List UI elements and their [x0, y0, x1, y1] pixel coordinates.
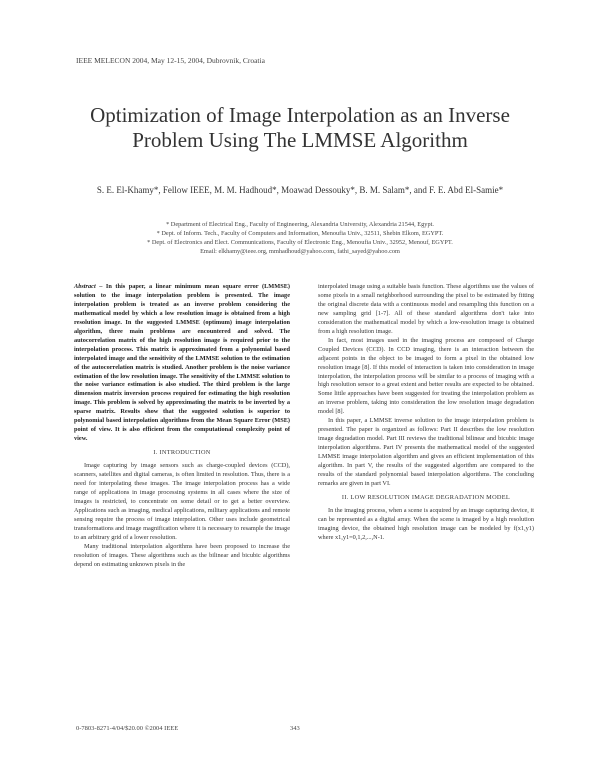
section-heading-degradation-model: II. LOW RESOLUTION IMAGE DEGRADATION MODEL	[341, 493, 511, 501]
intro-paragraph-2: Many traditional interpolation algorithms have been proposed to increase the resolution of images. These algorithms such as the bilinear and bicubic algorithms depend on estimating unknown pixels in the	[74, 542, 290, 568]
paper-title	[40, 103, 560, 153]
affiliation-3: * Dept. of Electronics and Elect. Communications, Faculty of Electronic Eng., Menoufia Univ., 32952, Menouf, EGYPT.	[147, 239, 453, 246]
page-number: 343	[290, 725, 300, 732]
copyright-footer: 0-7803-8271-4/04/$20.00 ©2004 IEEE	[76, 725, 179, 732]
authors-line: S. E. El-Khamy*, Fellow IEEE, M. M. Hadhoud*, Moawad Dessouky*, B. M. Salam*, and F. E. Abd El-Samie*	[96, 185, 504, 195]
right-column	[318, 283, 534, 543]
abstract-lead: Abstract	[74, 283, 96, 290]
right-paragraph-1: interpolated image using a suitable basis function. These algorithms use the values of some pixels in a small neighborhood surrounding the pixel to be estimated by fitting the original discrete data with a continuous model and resampling this function on a new sampling grid [1-7]. All of these standard algorithms don't take into consideration the mathematical model by which a low-resolution image is obtained from a high resolution image.	[318, 283, 534, 335]
author-emails: Email: elkhamy@ieee.org, mmhadhoud@yahoo.com, fathi_sayed@yahoo.com	[200, 248, 400, 255]
affiliation-2: * Dept. of Inform. Tech., Faculty of Computers and Information, Menoufia Univ., 32511, Shebin Elkom, EGYPT.	[156, 230, 444, 237]
abstract-text: – In this paper, a linear minimum mean square error (LMMSE) solution to the image interpolation problem is presented. The image interpolation problem is treated as an inverse problem considering the mathematical model by which a low resolution image is obtained from a high resolution image. In the suggested LMMSE (optimum) image interpolation algorithm, three main problems are encountered and solved. The autocorrelation matrix of the high resolution image is required prior to the interpolation process. This matrix is approximated from a polynomial based interpolated image and the sensitivity of the LMMSE solution to the estimation of the autocorrelation matrix is studied. Another problem is the noise variance estimation of the low resolution image. The sensitivity of the LMMSE solution to the noise variance estimation is also studied. The third problem is the large dimension matrix inversion process required for estimating the high resolution image. This problem is solved by approximating the matrix to be inverted by a sparse matrix. Results show that the suggested solution is superior to polynomial based interpolation algorithms from the Mean Square Error (MSE) point of view. It is also efficient from the computational complexity point of view.	[74, 283, 290, 443]
intro-paragraph-1: Image capturing by image sensors such as charge-coupled devices (CCD), scanners, satellites and digital cameras, is often limited in resolution. Thus, there is a need for interpolating these images. The image interpolation process has a wide range of applications in image processing systems in all cases where the size of images is restricted, to concentrate on some detail or to get a better overview. Applications such as imaging, medical applications, military applications and remote sensing require the process of image interpolation. Other uses include geometrical transformations and image magnification where it is necessary to resample the image to an arbitrary grid of a lower resolution.	[74, 462, 290, 541]
section-heading-introduction: I. INTRODUCTION	[153, 449, 211, 457]
right-paragraph-3: In this paper, a LMMSE inverse solution to the image interpolation problem is presented. The paper is organized as follows: Part II describes the low resolution image degradation model. Part III reviews the traditional bilinear and bicubic image interpolation algorithms. Part IV presents the mathematical model of the suggested LMMSE image interpolation algorithm and gives an efficient implementation of this algorithm. In part V, the results of the suggested algorithm are compared to the results of the standard polynomial based interpolation algorithms. The concluding remarks are given in part VI.	[318, 417, 534, 487]
title-line-1: Optimization of Image Interpolation as an Inverse	[90, 103, 510, 127]
affiliation-1: * Department of Electrical Eng., Faculty of Engineering, Alexandria University, Alexandria 21544, Egypt.	[166, 221, 434, 228]
title-line-2: Problem Using The LMMSE Algorithm	[132, 128, 468, 152]
right-paragraph-2: In fact, most images used in the imaging process are composed of Charge Coupled Devices (CCD). In CCD imaging, there is an interaction between the adjacent points in the object to be imaged to form a pixel in the obtained low resolution image [8]. If this model of interaction is taken into consideration in image interpolation, the interpolation process will be similar to a process of imaging with a high resolution sensor to a great extent and better results are expected to be obtained. Some little approaches have been suggested for treating the interpolation problem as an inverse problem, taking into consideration the low resolution image degradation model [8].	[318, 336, 534, 416]
right-paragraph-4: In the imaging process, when a scene is acquired by an image capturing device, it can be represented as a digital array. When the scene is imaged by a high resolution imaging device, the obtained high resolution image can be modeled by f(x1,y1) where x1,y1=0,1,2,...,N-1.	[318, 506, 534, 541]
conference-header: IEEE MELECON 2004, May 12-15, 2004, Dubrovnik, Croatia	[76, 56, 265, 65]
author-list	[60, 184, 540, 197]
affiliations	[80, 220, 520, 256]
left-column	[74, 283, 290, 570]
abstract	[74, 283, 290, 444]
